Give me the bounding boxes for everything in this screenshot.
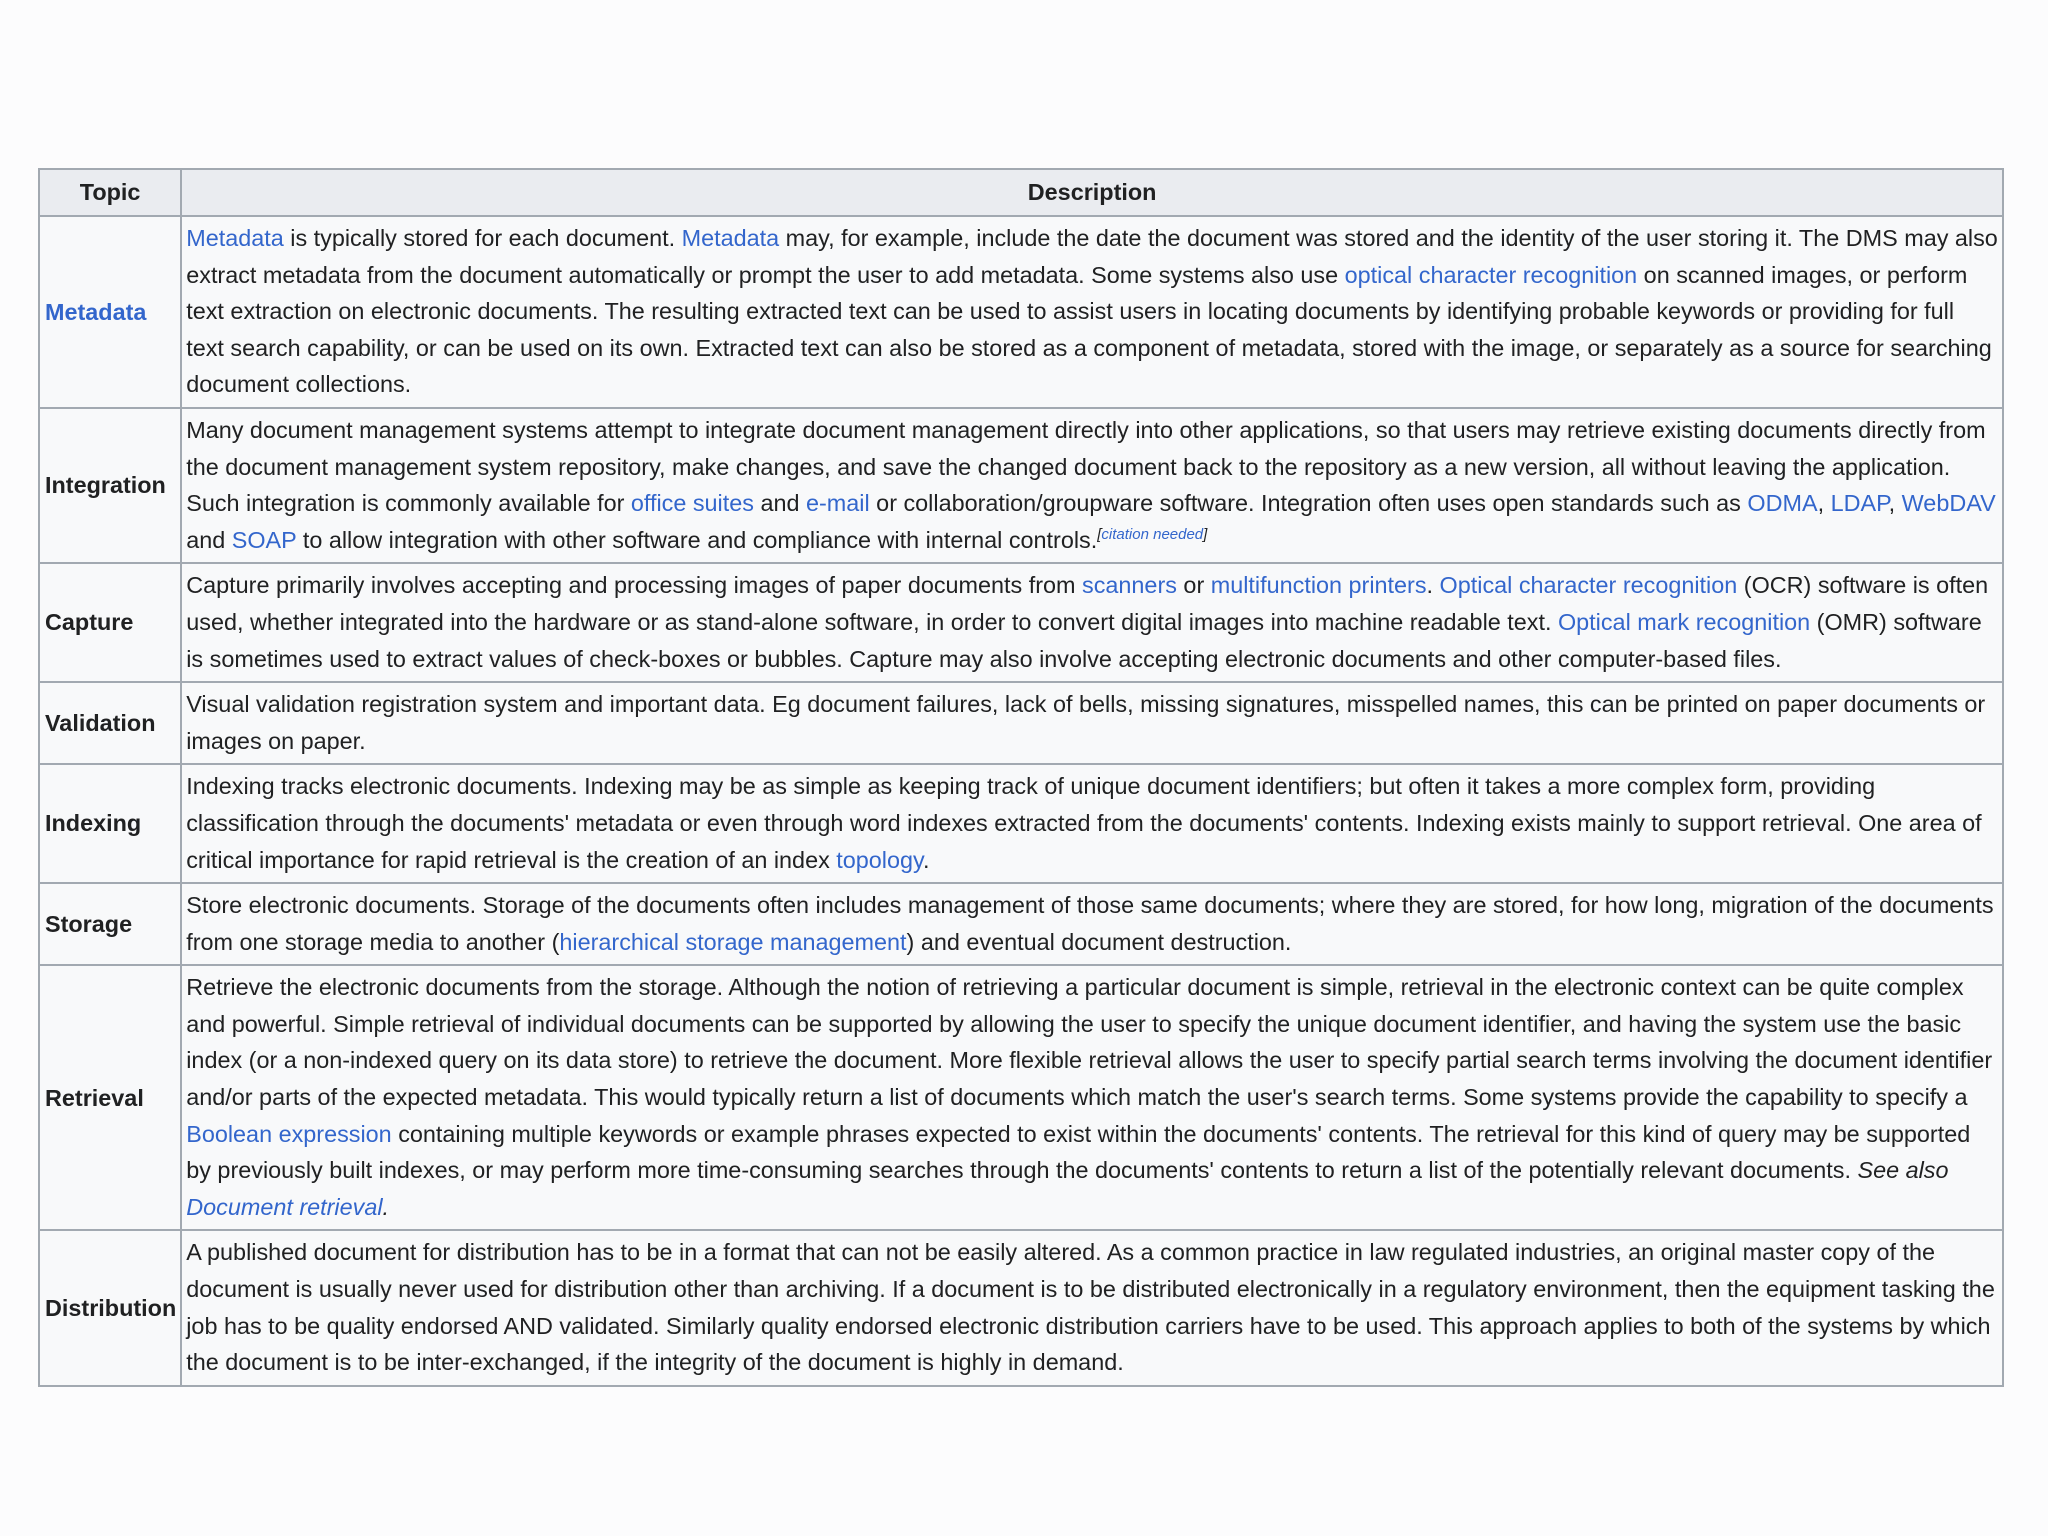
- desc-text: Visual validation registration system and important data. Eg document failures, lack of bells, missing signatures, misspelled names, this can be printed on paper documents or images on paper.: [186, 691, 1986, 754]
- description-cell-integration: [181, 408, 2003, 563]
- description-cell-capture: [181, 563, 2003, 682]
- desc-text: ) and eventual document destruction.: [906, 928, 1292, 955]
- desc-text: may, for example, include the date the document was stored and the identity of the user storing it. The DMS may also extract metadata from the document automatically or prompt the user to add metadata. Some systems also use: [186, 225, 1998, 288]
- citation-bracket: [: [1097, 525, 1102, 543]
- citation-bracket: ]: [1203, 525, 1208, 543]
- description-cell-storage: [181, 883, 2003, 965]
- desc-text: is typically stored for each document.: [283, 225, 682, 251]
- table-row-distribution: [39, 1230, 2003, 1385]
- see-also-label: See also: [1857, 1157, 1949, 1184]
- desc-text: Retrieve the electronic documents from the storage. Although the notion of retrieving a particular document is simple, retrieval in the electronic context can be quite complex and powerful. Simple retrieval of individual documents can be supported by allowing the user to specify the unique document identifier, and having the system use the basic index (or a non-indexed query on its data store) to retrieve the document. More flexible retrieval allows the user to specify partial search terms involving the document identifier and/or parts of the expected metadata. This would typically return a list of documents which match the user's search terms. Some systems provide the capability to specify a: [186, 974, 1993, 1111]
- soap-link[interactable]: SOAP: [231, 526, 297, 553]
- table-row-capture: [39, 563, 2003, 682]
- optical-mark-recognition-link[interactable]: Optical mark recognition: [1557, 608, 1811, 635]
- ldap-link[interactable]: LDAP: [1830, 490, 1889, 517]
- table-row-storage: [39, 883, 2003, 965]
- odma-link[interactable]: ODMA: [1747, 490, 1818, 517]
- desc-text: Store electronic documents. Storage of the documents often includes management of those same documents; where they are stored, for how long, migration of the documents from one storage media to another (: [186, 892, 1994, 955]
- optical-character-recognition-link[interactable]: Optical character recognition: [1439, 572, 1738, 599]
- description-cell-validation: [181, 682, 2003, 764]
- e-mail-link[interactable]: e-mail: [806, 490, 870, 517]
- desc-text: Many document management systems attempt to integrate document management directly into other applications, so that users may retrieve existing documents directly from the document management system repository, make changes, and save the changed document back to the repository as a new version, all without leaving the application. Such integration is commonly available for: [186, 416, 1986, 517]
- description-cell-distribution: [181, 1230, 2003, 1385]
- desc-text: to allow integration with other software and compliance with internal controls.: [296, 526, 1098, 553]
- topic-cell-integration: Integration: [39, 408, 181, 563]
- desc-text: (OMR) software is sometimes used to extract values of check-boxes or bubbles. Capture may also involve accepting electronic documents and other computer-based files.: [186, 608, 1982, 672]
- desc-text: and: [186, 526, 232, 553]
- desc-text: .: [1426, 572, 1440, 599]
- description-cell-metadata: [181, 216, 2003, 408]
- desc-text: Indexing tracks electronic documents. Indexing may be as simple as keeping track of unique document identifiers; but often it takes a more complex form, providing classification through the documents' metadata or even through word indexes extracted from the documents' contents. Indexing exists mainly to support retrieval. One area of critical importance for rapid retrieval is the creation of an index: [186, 773, 1982, 873]
- webdav-link[interactable]: WebDAV: [1901, 490, 1996, 517]
- topic-cell-capture: Capture: [39, 563, 181, 682]
- metadata-topic-link[interactable]: Metadata: [45, 298, 147, 325]
- scanners-link[interactable]: scanners: [1082, 572, 1177, 599]
- desc-text: .: [922, 846, 930, 873]
- citation-needed-link[interactable]: citation needed: [1101, 525, 1204, 543]
- table-row-metadata: [39, 216, 2003, 408]
- desc-text: A published document for distribution has to be in a format that can not be easily altered. As a common practice in law regulated industries, an original master copy of the document is usually never used for distribution other than archiving. If a document is to be distributed electronically in a regulatory environment, then the equipment tasking the job has to be quality endorsed AND validated. Similarly quality endorsed electronic distribution carriers have to be used. This approach applies to both of the systems by which the document is to be inter-exchanged, if the integrity of the document is highly in demand.: [186, 1239, 1995, 1376]
- table-row-validation: [39, 682, 2003, 764]
- desc-text: (OCR) software is often used, whether integrated into the hardware or as stand-alone software, in order to convert digital images into machine readable text.: [186, 572, 1989, 635]
- table-row-retrieval: [39, 965, 2003, 1230]
- desc-text: ,: [1817, 490, 1831, 517]
- desc-text: ,: [1888, 490, 1902, 517]
- optical-character-recognition-link[interactable]: optical character recognition: [1344, 261, 1638, 288]
- desc-text: Capture primarily involves accepting and processing images of paper documents from: [186, 572, 1083, 599]
- description-cell-indexing: [181, 764, 2003, 883]
- metadata-link[interactable]: Metadata: [681, 225, 780, 251]
- table-row-integration: [39, 408, 2003, 563]
- topic-cell-distribution: Distribution: [39, 1230, 181, 1385]
- desc-text: on scanned images, or perform text extraction on electronic documents. The resulting extracted text can be used to assist users in locating documents by identifying probable keywords or providing for full text search capability, or can be used on its own. Extracted text can also be stored as a component of metadata, stored with the image, or separately as a source for searching document collections.: [186, 261, 1992, 398]
- desc-text: .: [382, 1193, 390, 1220]
- document-management-table: [38, 168, 2004, 1387]
- topic-cell-retrieval: Retrieval: [39, 965, 181, 1230]
- office-suites-link[interactable]: office suites: [630, 490, 754, 517]
- topic-cell-validation: Validation: [39, 682, 181, 764]
- citation-needed-note: [1097, 526, 1207, 543]
- desc-text: or: [1176, 572, 1211, 599]
- document-retrieval-link[interactable]: Document retrieval: [186, 1193, 383, 1220]
- table-row-indexing: [39, 764, 2003, 883]
- boolean-expression-link[interactable]: Boolean expression: [186, 1120, 392, 1147]
- topology-link[interactable]: topology: [836, 846, 923, 873]
- desc-text: or collaboration/groupware software. Integration often uses open standards such as: [869, 490, 1748, 517]
- multifunction-printers-link[interactable]: multifunction printers: [1210, 572, 1427, 599]
- topic-cell-metadata: [39, 216, 181, 408]
- description-cell-retrieval: [181, 965, 2003, 1230]
- hierarchical-storage-management-link[interactable]: hierarchical storage management: [559, 928, 907, 955]
- header-row: [39, 169, 2003, 216]
- topic-cell-storage: Storage: [39, 883, 181, 965]
- description-header: Description: [181, 169, 2003, 216]
- topic-cell-indexing: Indexing: [39, 764, 181, 883]
- metadata-link[interactable]: Metadata: [186, 225, 284, 251]
- desc-text: and: [753, 490, 806, 517]
- desc-text: containing multiple keywords or example phrases expected to exist within the documents' contents. The retrieval for this kind of query may be supported by previously built indexes, or may perform more time-consuming searches through the documents' contents to return a list of the potentially relevant documents.: [186, 1120, 1971, 1184]
- topic-header: Topic: [39, 169, 181, 216]
